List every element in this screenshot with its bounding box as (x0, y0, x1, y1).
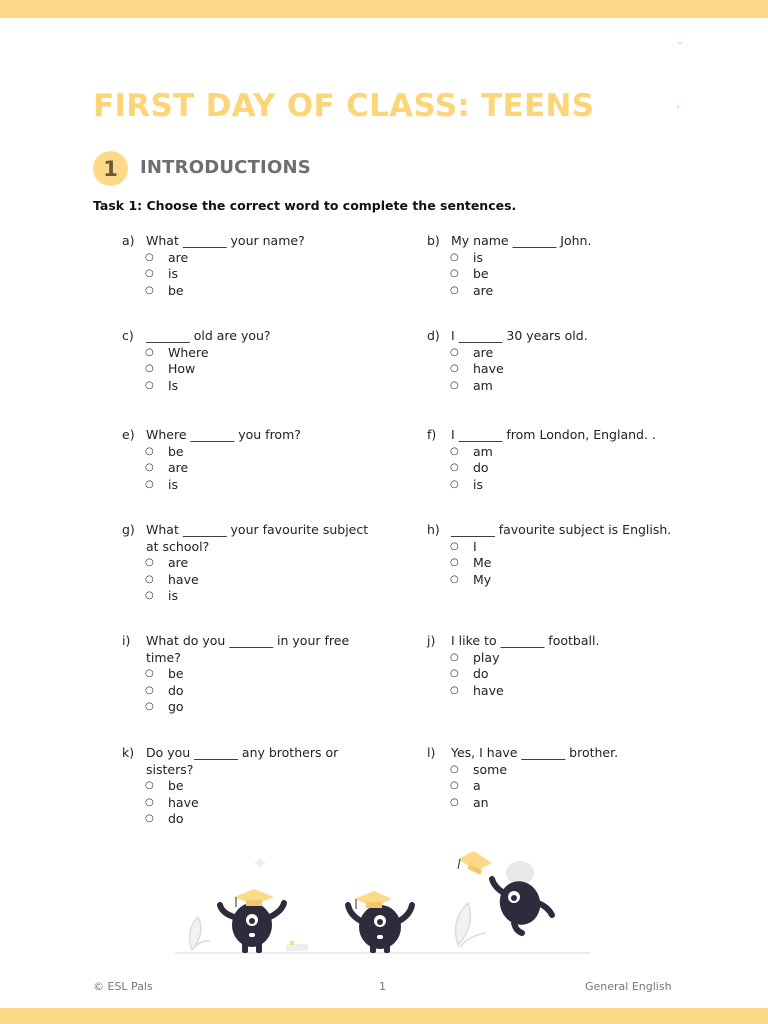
sparkle-icon (254, 857, 266, 869)
question-k (122, 745, 372, 828)
question-c (122, 328, 372, 394)
question-text: _______ old are you? (146, 328, 271, 343)
option-label: How (168, 361, 196, 376)
option-label: some (473, 761, 508, 777)
option-item[interactable] (145, 572, 372, 589)
question-e (122, 427, 372, 493)
option-label: is (168, 588, 178, 603)
diploma-ribbon-icon (290, 941, 294, 945)
radio-circle-icon: ○ (145, 813, 154, 824)
option-label: is (473, 249, 483, 265)
option-label: do (168, 811, 184, 826)
option-item[interactable] (450, 650, 677, 667)
option-label: Is (168, 377, 179, 393)
footer-page-number: 1 (379, 980, 386, 993)
question-text: I _______ 30 years old. (451, 328, 588, 343)
option-list (427, 444, 677, 494)
option-label: am (473, 443, 493, 459)
radio-circle-icon: ○ (145, 701, 154, 712)
radio-circle-icon: ○ (145, 573, 154, 585)
radio-circle-icon: ○ (450, 684, 459, 696)
option-item[interactable] (145, 683, 372, 700)
question-letter: h) (427, 522, 440, 537)
option-label: have (168, 794, 199, 810)
question-text: Yes, I have _______ brother. (451, 745, 619, 760)
radio-circle-icon: ○ (145, 796, 154, 808)
option-list (122, 250, 372, 300)
question-letter: j) (427, 633, 436, 648)
option-list (427, 345, 677, 395)
question-d (427, 328, 677, 394)
question-text: I _______ from London, England. . (451, 427, 656, 442)
radio-circle-icon: ○ (450, 363, 459, 374)
leaf-icon (190, 917, 210, 950)
radio-circle-icon: ○ (145, 445, 154, 457)
question-text: My name _______ John. (451, 233, 592, 248)
radio-circle-icon: ○ (450, 573, 459, 585)
radio-circle-icon: ○ (145, 363, 154, 374)
option-item[interactable] (450, 778, 677, 795)
decorative-dot (677, 106, 679, 108)
question-text: _______ favourite subject is English. (451, 522, 672, 537)
option-item[interactable] (450, 666, 677, 683)
option-item[interactable] (145, 811, 372, 828)
radio-circle-icon: ○ (145, 557, 154, 568)
question-letter: b) (427, 233, 440, 248)
option-item[interactable] (145, 588, 372, 605)
radio-circle-icon: ○ (450, 268, 459, 279)
radio-circle-icon: ○ (450, 540, 459, 552)
question-letter: e) (122, 427, 135, 442)
option-item[interactable] (145, 666, 372, 683)
option-item[interactable] (145, 283, 372, 300)
question-j (427, 633, 677, 699)
option-label: are (168, 249, 189, 265)
question-letter: l) (427, 745, 436, 760)
option-item[interactable] (145, 444, 372, 461)
question-letter: d) (427, 328, 440, 343)
question-a (122, 233, 372, 299)
option-label: is (168, 266, 178, 281)
option-list (427, 650, 677, 700)
option-label: be (168, 666, 184, 681)
leaf-icon (456, 903, 486, 947)
radio-circle-icon: ○ (145, 780, 154, 791)
radio-circle-icon: ○ (145, 462, 154, 473)
bottom-accent-band (0, 1008, 768, 1024)
monster-graduate-icon (348, 891, 412, 953)
option-label: am (473, 377, 493, 393)
option-label: do (473, 460, 489, 475)
radio-circle-icon: ○ (450, 668, 459, 679)
option-label: have (473, 682, 504, 698)
option-label: is (168, 476, 178, 492)
option-list (122, 345, 372, 395)
radio-circle-icon: ○ (145, 346, 154, 358)
option-label: be (473, 266, 489, 281)
option-label: play (473, 649, 500, 665)
option-label: be (168, 778, 184, 793)
question-letter: g) (122, 522, 135, 537)
option-item[interactable] (145, 345, 372, 362)
radio-circle-icon: ○ (450, 763, 459, 775)
option-item[interactable] (450, 460, 677, 477)
question-l (427, 745, 677, 811)
option-item[interactable] (450, 762, 677, 779)
option-item[interactable] (145, 699, 372, 716)
question-letter: c) (122, 328, 134, 343)
option-label: go (168, 699, 184, 714)
option-label: are (168, 460, 189, 475)
option-label: have (168, 571, 199, 587)
option-label: a (473, 778, 481, 793)
option-item[interactable] (450, 266, 677, 283)
option-list (427, 250, 677, 300)
question-text: What _______ your name? (146, 233, 305, 248)
question-text: What do you _______ in your free time? (146, 633, 350, 665)
option-label: be (168, 443, 184, 459)
decorative-dot (679, 42, 681, 44)
option-list (122, 555, 372, 605)
option-label: Me (473, 555, 492, 570)
radio-circle-icon: ○ (450, 251, 459, 263)
question-letter: i) (122, 633, 131, 648)
question-text: Where _______ you from? (146, 427, 301, 442)
option-item[interactable] (450, 477, 677, 494)
radio-circle-icon: ○ (145, 590, 154, 601)
question-i (122, 633, 372, 716)
option-item[interactable] (450, 361, 677, 378)
option-label: I (473, 538, 477, 554)
radio-circle-icon: ○ (450, 284, 459, 296)
option-item[interactable] (145, 778, 372, 795)
radio-circle-icon: ○ (450, 462, 459, 473)
task-instruction: Task 1: Choose the correct word to complete the sentences. (93, 198, 517, 213)
option-label: are (473, 344, 494, 360)
option-item[interactable] (450, 572, 677, 589)
radio-circle-icon: ○ (450, 557, 459, 568)
option-item[interactable] (450, 683, 677, 700)
option-label: do (168, 682, 184, 698)
radio-circle-icon: ○ (450, 780, 459, 791)
option-label: are (168, 555, 189, 570)
option-label: an (473, 794, 489, 810)
footer-course-label: General English (585, 980, 672, 993)
radio-circle-icon: ○ (450, 651, 459, 663)
option-item[interactable] (450, 345, 677, 362)
question-letter: f) (427, 427, 437, 442)
option-item[interactable] (145, 378, 372, 395)
diploma-icon (286, 944, 308, 951)
question-text: I like to _______ football. (451, 633, 600, 648)
radio-circle-icon: ○ (145, 251, 154, 263)
section-number-badge: 1 (93, 151, 128, 186)
option-item[interactable] (450, 283, 677, 300)
option-label: Where (168, 344, 209, 360)
top-accent-band (0, 0, 768, 18)
option-list (427, 762, 677, 812)
option-list (122, 778, 372, 828)
option-item[interactable] (145, 460, 372, 477)
radio-circle-icon: ○ (450, 445, 459, 457)
option-label: is (473, 476, 483, 492)
option-label: are (473, 282, 494, 298)
option-item[interactable] (145, 361, 372, 378)
option-item[interactable] (145, 477, 372, 494)
option-item[interactable] (450, 795, 677, 812)
question-b (427, 233, 677, 299)
question-letter: k) (122, 745, 135, 760)
footer-copyright: © ESL Pals (93, 980, 153, 993)
radio-circle-icon: ○ (145, 684, 154, 696)
question-h (427, 522, 677, 588)
option-item[interactable] (450, 555, 677, 572)
radio-circle-icon: ○ (145, 268, 154, 279)
option-label: be (168, 282, 184, 298)
question-text: What _______ your favourite subject at school? (146, 522, 369, 554)
option-item[interactable] (145, 266, 372, 283)
page-title: FIRST DAY OF CLASS: TEENS (93, 88, 595, 124)
monster-graduate-icon (220, 889, 284, 953)
option-item[interactable] (450, 539, 677, 556)
graduation-monsters-illustration (170, 845, 610, 960)
question-g (122, 522, 372, 605)
option-item[interactable] (145, 250, 372, 267)
radio-circle-icon: ○ (145, 379, 154, 391)
radio-circle-icon: ○ (145, 668, 154, 679)
option-item[interactable] (450, 250, 677, 267)
option-item[interactable] (145, 795, 372, 812)
section-title: INTRODUCTIONS (140, 157, 311, 178)
radio-circle-icon: ○ (450, 478, 459, 490)
option-item[interactable] (450, 378, 677, 395)
radio-circle-icon: ○ (145, 478, 154, 490)
radio-circle-icon: ○ (450, 796, 459, 808)
option-list (122, 444, 372, 494)
option-list (427, 539, 677, 589)
question-f (427, 427, 677, 493)
radio-circle-icon: ○ (450, 379, 459, 391)
radio-circle-icon: ○ (450, 346, 459, 358)
option-label: do (473, 666, 489, 681)
question-text: Do you _______ any brothers or sisters? (146, 745, 339, 777)
option-item[interactable] (450, 444, 677, 461)
option-label: My (473, 571, 492, 587)
option-label: have (473, 361, 504, 376)
monster-jumping-icon (458, 851, 552, 933)
option-list (122, 666, 372, 716)
radio-circle-icon: ○ (145, 284, 154, 296)
question-letter: a) (122, 233, 135, 248)
option-item[interactable] (145, 555, 372, 572)
